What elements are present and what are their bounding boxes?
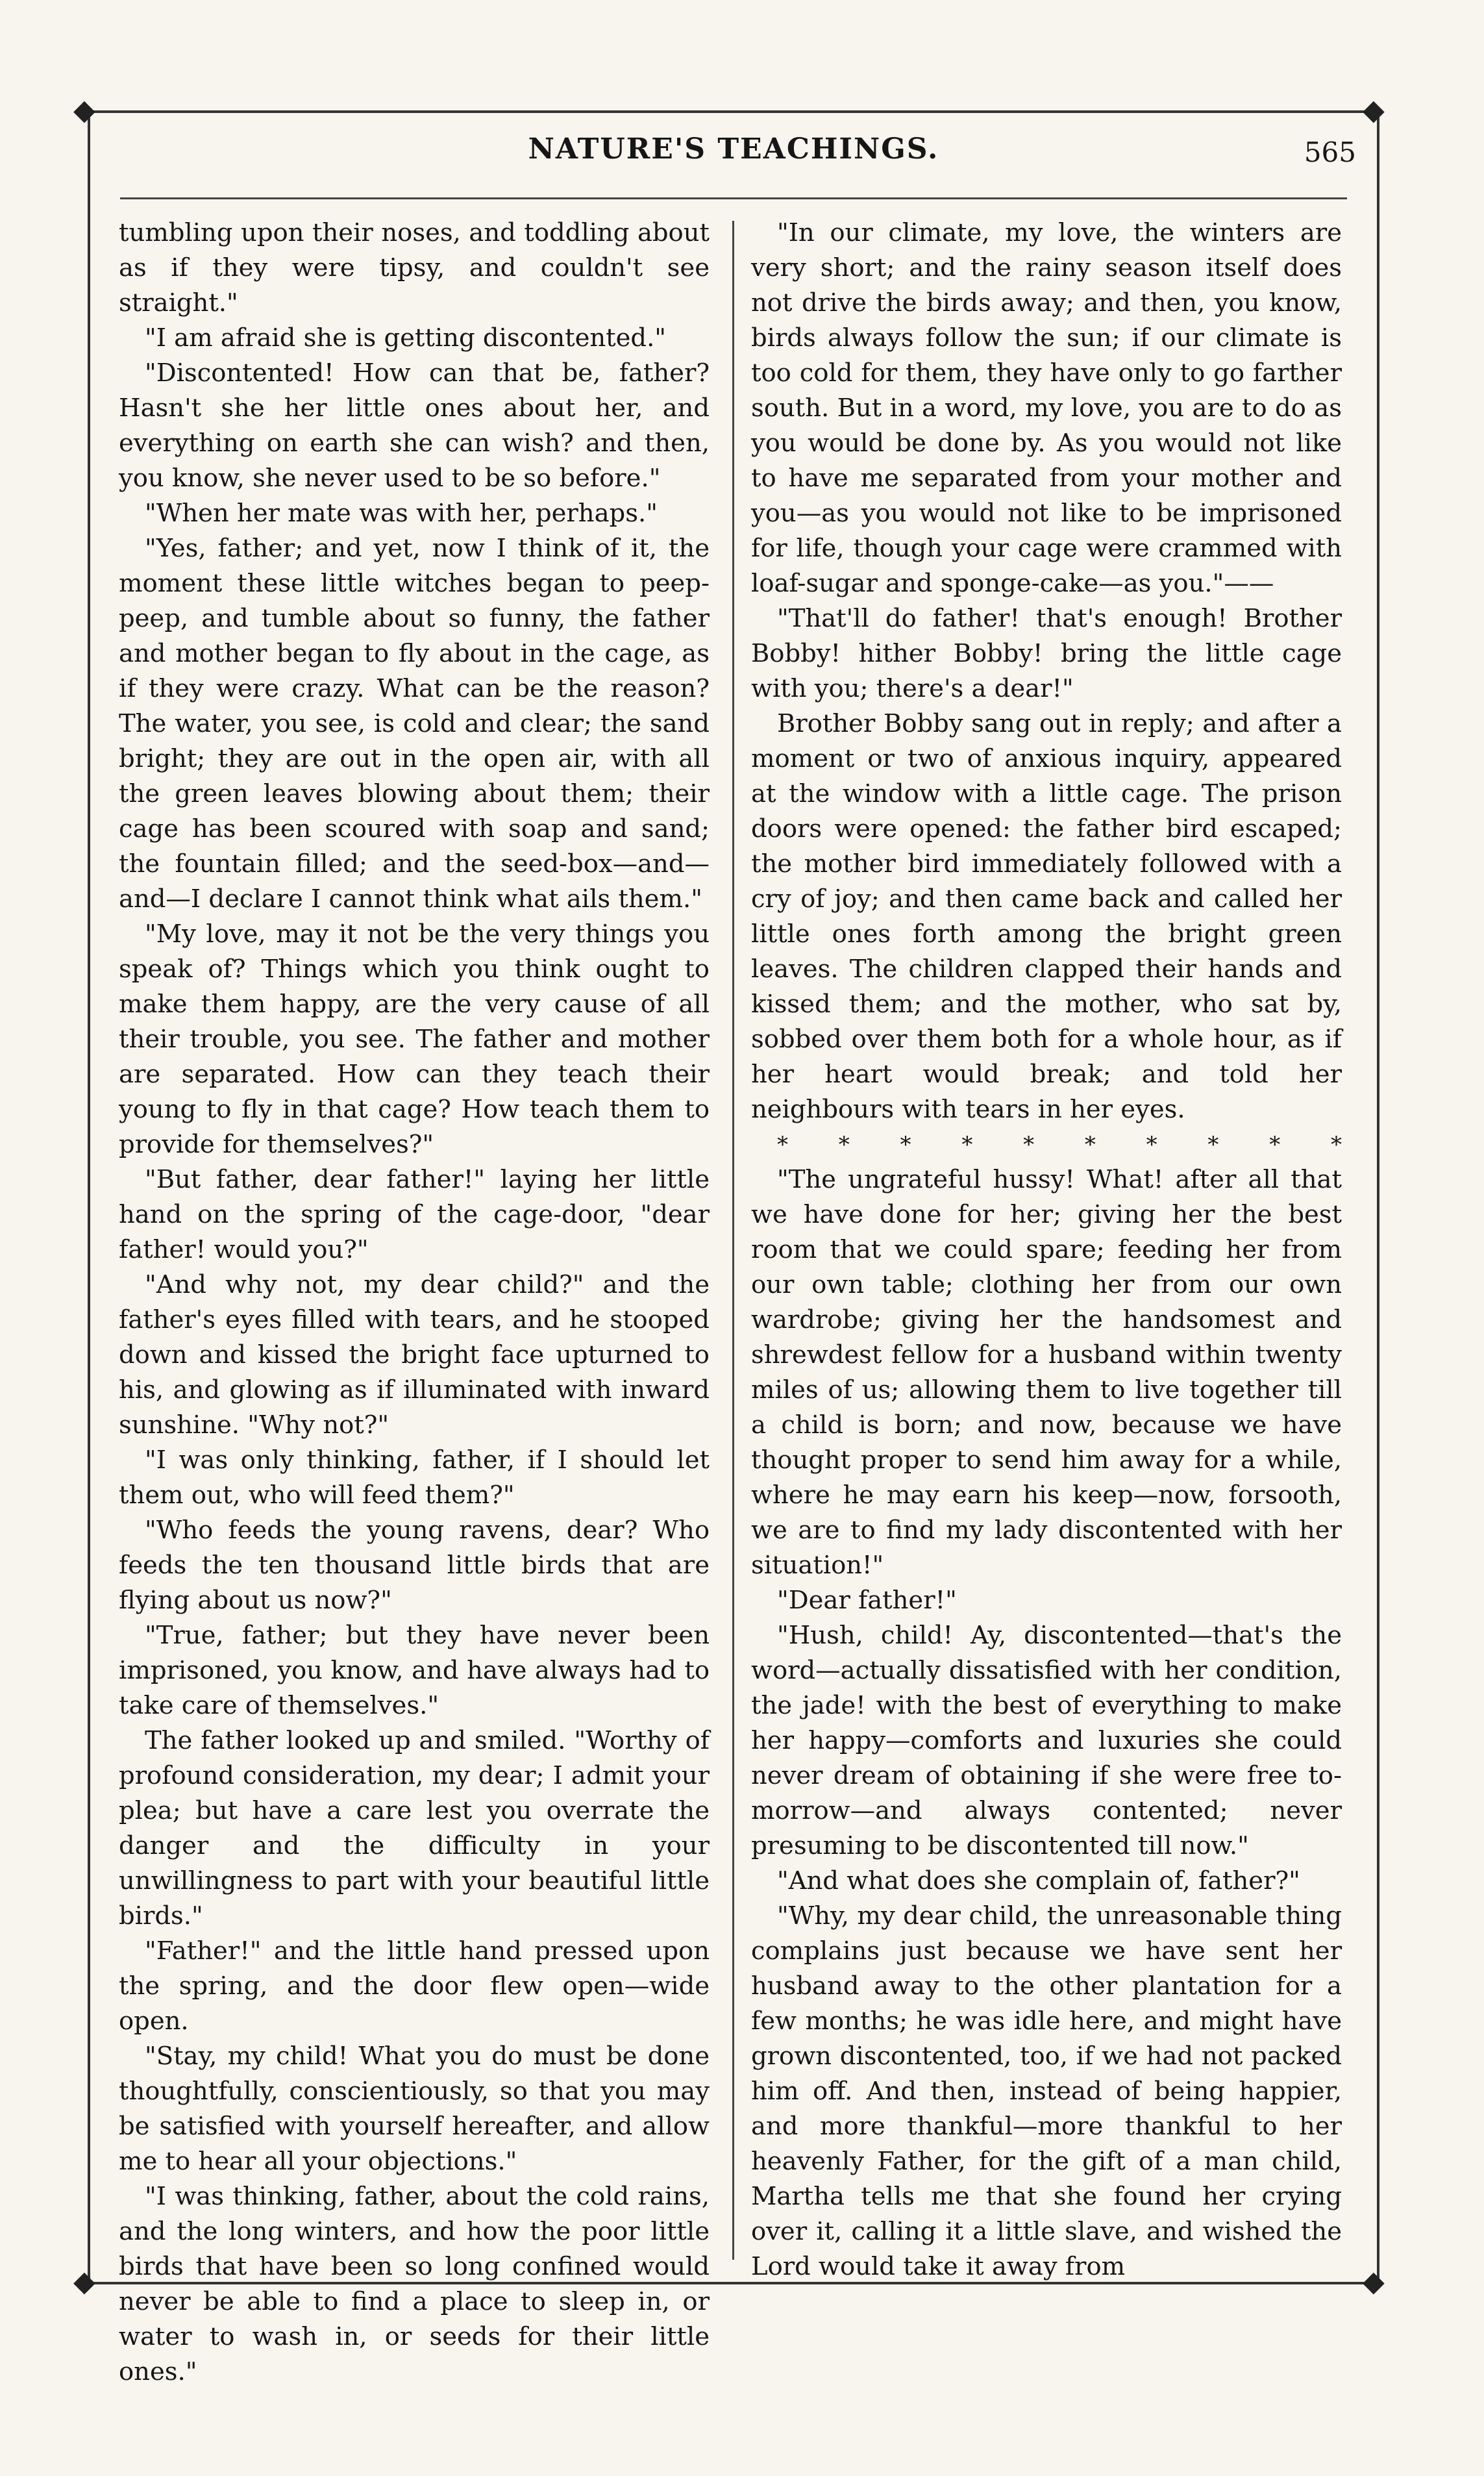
paragraph: "When her mate was with her, perhaps." [145,499,658,528]
running-head [88,130,1379,175]
right-column-part-a [751,216,1342,1127]
border-top-rule [88,110,1379,113]
page-title: NATURE'S TEACHINGS. [528,132,939,166]
left-column [119,216,710,2386]
paragraph: "I was thinking, father, about the cold rains, and the long winters, and how the poor little birds that have been so long confined would never be able to find a place to sleep in, or water to wash in, or seeds for their little ones." [119,2182,710,2386]
paragraph: "The ungrateful hussy! What! after all that we have done for her; giving her the best room that we could spare; feeding her from our own table; clothing her from our own wardrobe; giving her the handsomest and shrewdest fellow for a husband within twenty miles of us; allowing them to live together till a child is born; and now, because we have thought proper to send him away for a while, where he may earn his keep—now, forsooth, we are to find my lady discontented with her situation!" [751,1165,1342,1580]
border-right-rule [1377,110,1379,2284]
corner-ornament-icon: ◆ [1363,2265,1385,2298]
paragraph: "And why not, my dear child?" and the father's eyes filled with tears, and he stooped down and kissed the bright face upturned to his, and glowing as if illuminated with inward sunshine. "Why not?" [119,1270,710,1440]
paragraph: "Discontented! How can that be, father? Hasn't she her little ones about her, and everything on earth she can wish? and then, you know, she never used to be so before." [119,358,710,493]
paragraph: "But father, dear father!" laying her little hand on the spring of the cage-door, "dear father! would you?" [119,1165,710,1264]
section-break-stars: * * * * * * * * * * [777,1132,1342,1158]
paragraph: "Why, my dear child, the unreasonable thing complains just because we have sent her husband away to the other plantation for a few months; he was idle here, and might have grown discontented, too, if we had not packed him off. And then, instead of being happier, and more thankful—more thankful to her heavenly Father, for the gift of a man child, Martha tells me that she found her crying over it, calling it a little slave, and wished the Lord would take it away from [751,1901,1342,2281]
border-left-rule [88,110,90,2284]
paragraph: "Yes, father; and yet, now I think of it, the moment these little witches began to peep-peep, and tumble about so funny, the father and mother began to fly about in the cage, as if they were crazy. What can be the reason? The water, you see, is cold and clear; the sand bright; they are out in the open air, with all the green leaves blowing about them; their cage has been scoured with soap and sand; the fountain filled; and the seed-box—and—and—I declare I cannot think what ails them." [119,534,710,914]
paragraph: "Who feeds the young ravens, dear? Who feeds the ten thousand little birds that are flying about us now?" [119,1516,710,1615]
paragraph: The father looked up and smiled. "Worthy of profound consideration, my dear; I admit your plea; but have a care lest you overrate the danger and the difficulty in your unwillingness to part with your beautiful little birds." [119,1726,710,1931]
paragraph: Brother Bobby sang out in reply; and after a moment or two of anxious inquiry, appeared at the window with a little cage. The prison doors were opened: the father bird escaped; the mother bird immediately followed with a cry of joy; and then came back and called her little ones forth among the bright green leaves. The children clapped their hands and kissed them; and the mother, who sat by, sobbed over them both for a whole hour, as if her heart would break; and told her neighbours with tears in her eyes. [751,709,1342,1124]
column-divider [732,221,734,2260]
paragraph: "True, father; but they have never been imprisoned, you know, and have always had to take care of themselves." [119,1621,710,1720]
paragraph: "Hush, child! Ay, discontented—that's the word—actually dissatisfied with her condition, the jade! with the best of everything to make her happy—comforts and luxuries she could never dream of obtaining if she were free to-morrow—and always contented; never presuming to be discontented till now." [751,1621,1342,1860]
header-rule [120,197,1347,199]
paragraph: "That'll do father! that's enough! Brother Bobby! hither Bobby! bring the little cage with you; there's a dear!" [751,604,1342,703]
corner-ornament-icon: ◆ [73,2265,95,2298]
corner-ornament-icon: ◆ [1363,94,1385,127]
paragraph: "I was only thinking, father, if I should let them out, who will feed them?" [119,1445,710,1510]
paragraph: "Dear father!" [777,1586,957,1615]
paragraph: "Father!" and the little hand pressed upon the spring, and the door flew open—wide open. [119,1936,710,2036]
paragraph: "In our climate, my love, the winters are very short; and the rainy season itself does not drive the birds away; and then, you know, birds always follow the sun; if our climate is too cold for them, they have only to go farther south. But in a word, my love, you are to do as you would be done by. As you would not like to have me separated from your mother and you—as you would not like to be imprisoned for life, though your cage were crammed with loaf-sugar and sponge-cake—as you."—— [751,218,1342,598]
paragraph: "I am afraid she is getting discontented." [145,323,667,353]
right-column-part-b [751,1162,1342,2284]
corner-ornament-icon: ◆ [73,94,95,127]
paragraph: "And what does she complain of, father?" [777,1866,1300,1895]
paragraph: "Stay, my child! What you do must be done thoughtfully, conscientiously, so that you may be satisfied with yourself hereafter, and allow me to hear all your objections." [119,2042,710,2176]
paragraph: "My love, may it not be the very things you speak of? Things which you think ought to make them happy, are the very cause of all their trouble, you see. The father and mother are separated. How can they teach their young to fly in that cage? How teach them to provide for themselves?" [119,919,710,1159]
page-number: 565 [1304,136,1356,168]
paragraph: tumbling upon their noses, and toddling about as if they were tipsy, and couldn't see straight." [119,218,710,318]
right-column [751,216,1342,2281]
